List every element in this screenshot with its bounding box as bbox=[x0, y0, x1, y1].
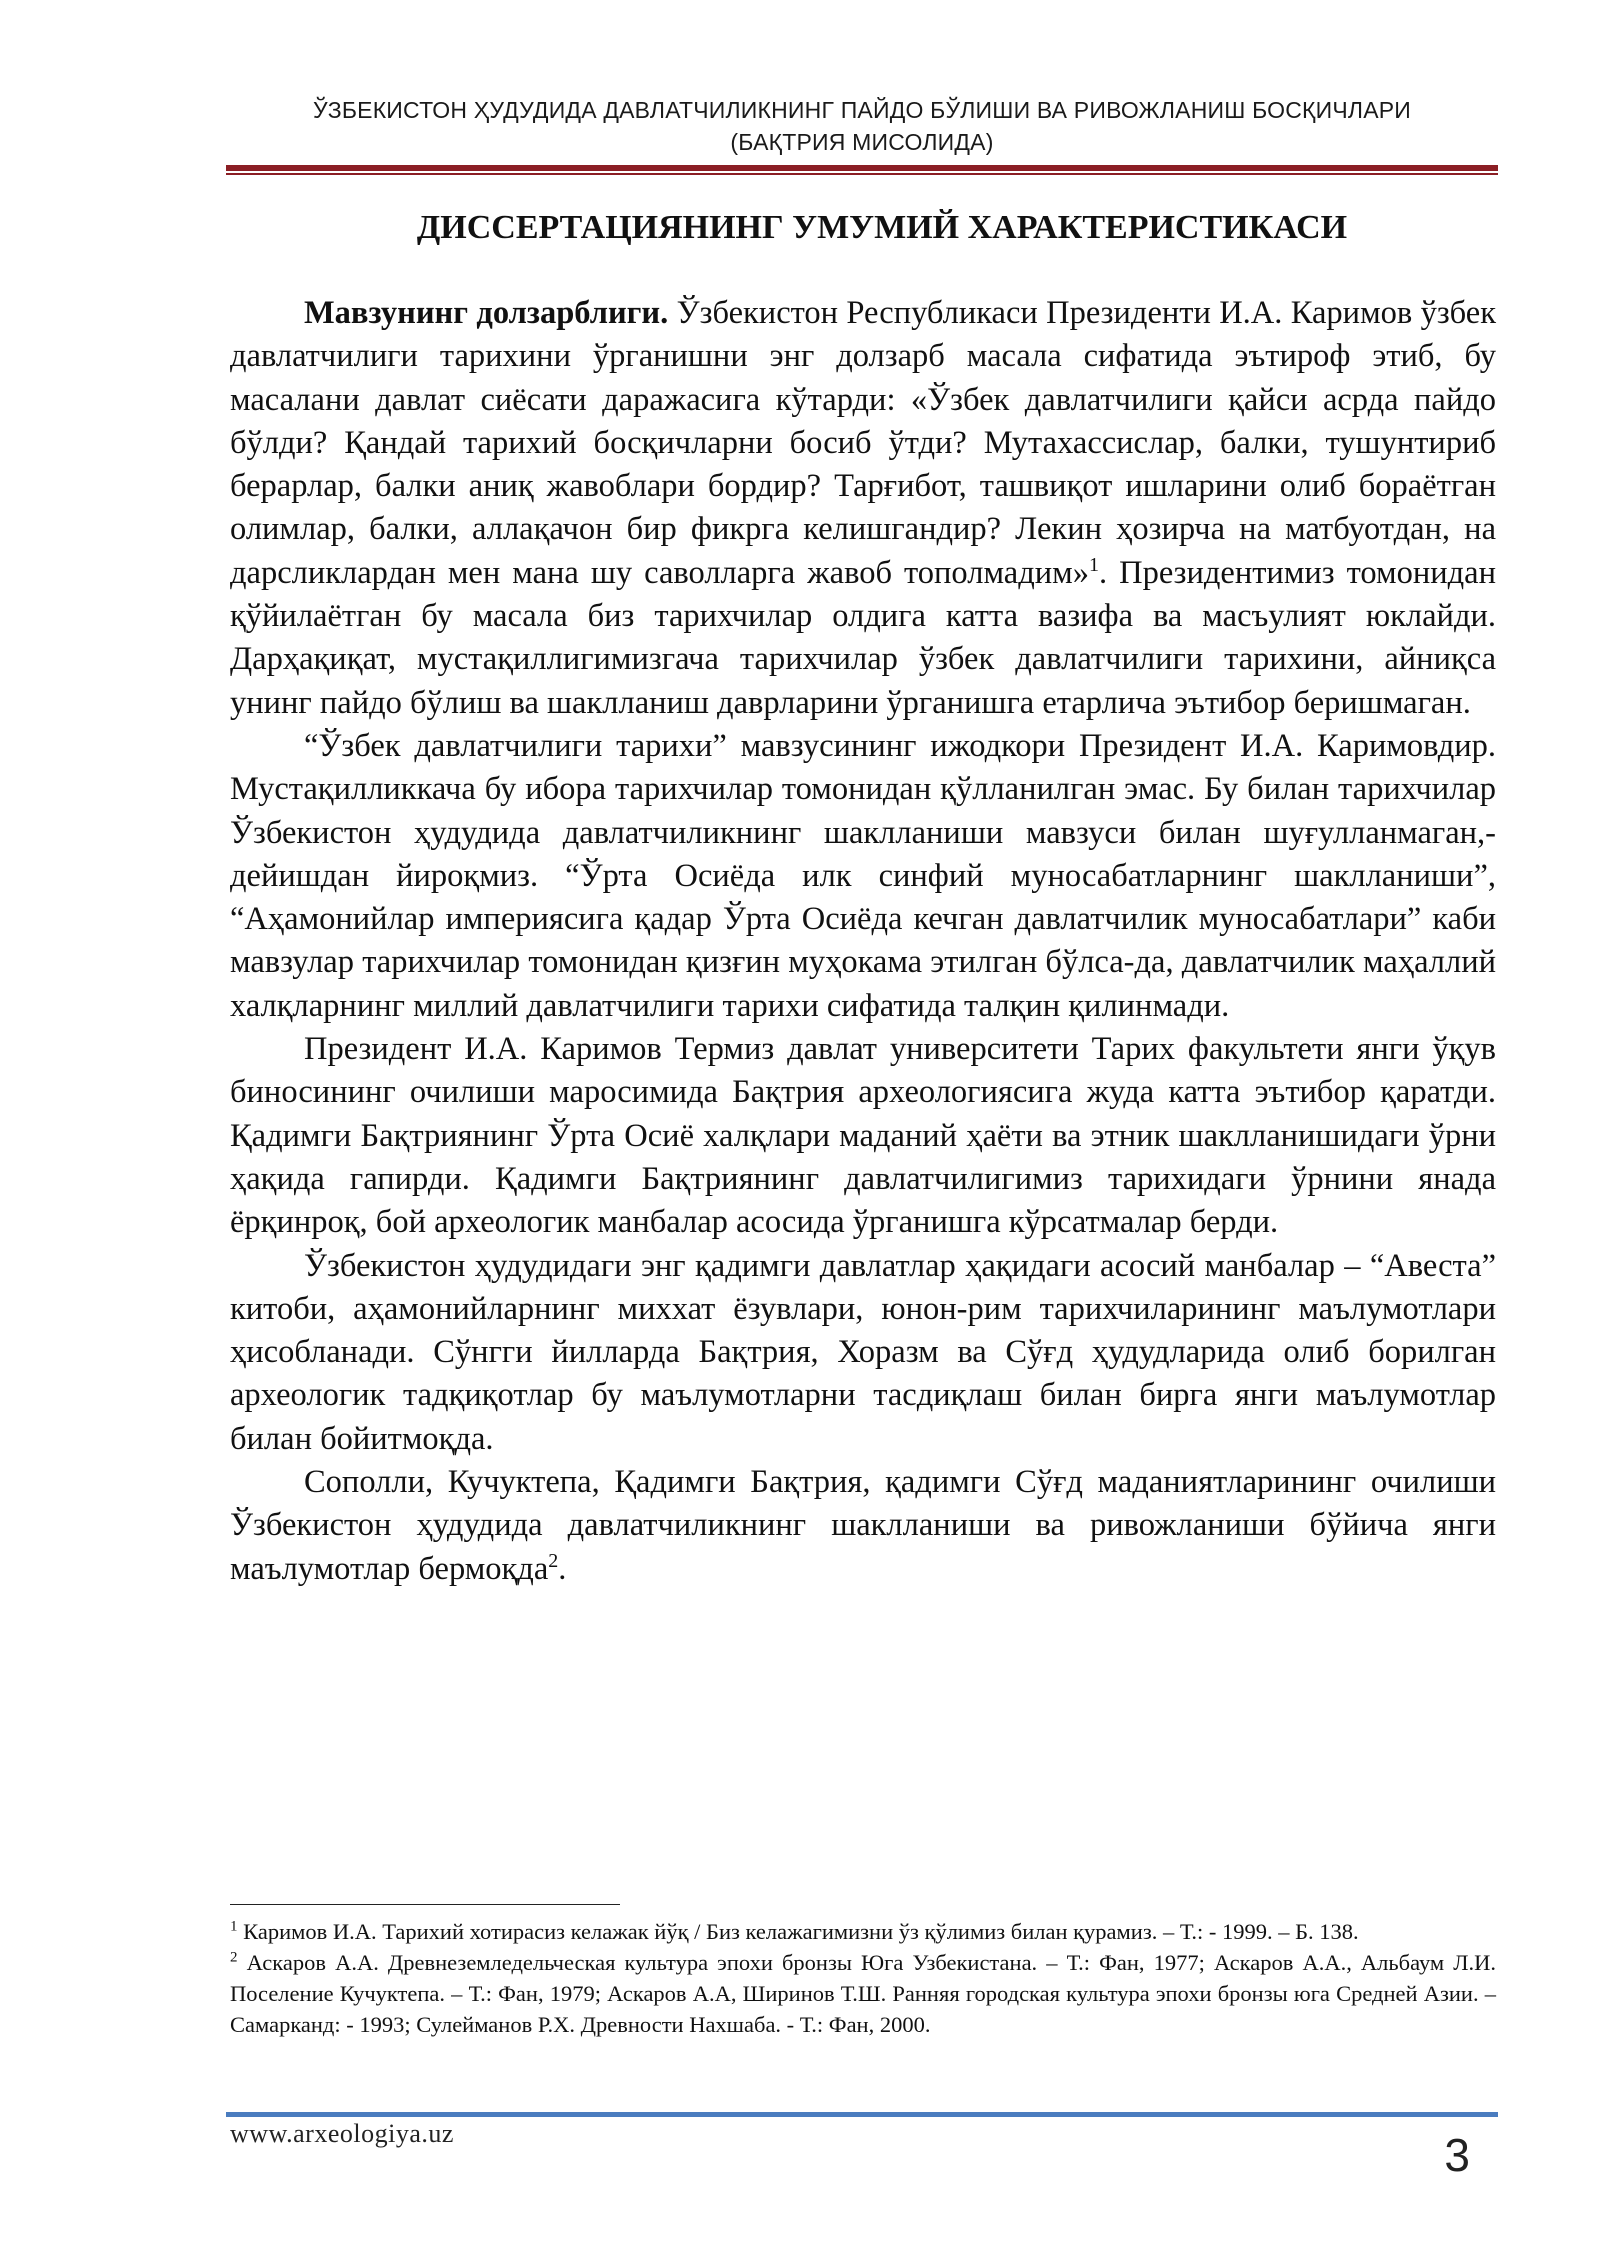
page-number: 3 bbox=[1444, 2129, 1470, 2181]
paragraph-text: Ўзбекистон Республикаси Президенти И.А. Каримов ўзбек давлатчилиги тарихини ўрганишни энг долзарб масала сифатида эътироф этиб, бу масалани давлат сиёсати даражасига кўтарди: «Ўзбек давлатчилиги қайси асрда пайдо бўлди? Қандай тарихий босқичларни босиб ўтди? Мутахассислар, балки, тушунтириб берарлар, балки аниқ жавоблари бордир? Тарғибот, ташвиқот ишларини олиб бораётган олимлар, балки, аллақачон бир фикрга келишгандир? Лекин ҳозирча на матбуотдан, на дарсликлардан мен мана шу саволларга жавоб тополмадим» bbox=[230, 295, 1496, 591]
footnote-number: 1 bbox=[230, 1918, 238, 1935]
footnote-separator bbox=[230, 1904, 620, 1905]
body-text bbox=[230, 292, 1496, 1591]
footnote-ref-2[interactable]: 2 bbox=[548, 1549, 559, 1572]
section-title: ДИССЕРТАЦИЯНИНГ УМУМИЙ ХАРАКТЕРИСТИКАСИ bbox=[416, 209, 1348, 246]
footer-website-link[interactable]: www.arxeologiya.uz bbox=[230, 2119, 454, 2148]
paragraph bbox=[230, 1461, 1496, 1591]
running-header-line-1: ЎЗБЕКИСТОН ҲУДУДИДА ДАВЛАТЧИЛИКНИНГ ПАЙДО БЎЛИШИ ВА РИВОЖЛАНИШ БОСҚИЧЛАРИ bbox=[312, 97, 1412, 123]
header-rule-thick bbox=[226, 165, 1498, 171]
paragraph-text: . bbox=[558, 1550, 567, 1587]
paragraph: Президент И.А. Каримов Термиз давлат университети Тарих факультети янги ўқув биносининг очилиши маросимида Бақтрия археологиясига жуда катта эътибор қаратди. Қадимги Бақтриянинг Ўрта Осиё халқлари маданий ҳаёти ва этник шаклланишидаги ўрни ҳақида гапирди. Қадимги Бақтриянинг давлатчилигимиз тарихидаги ўрнини янада ёрқинроқ, бой археологик манбалар асосида ўрганишга кўрсатмалар берди. bbox=[230, 1031, 1496, 1241]
footer-rule bbox=[226, 2112, 1498, 2117]
footnote-text: Аскаров А.А. Древнеземледельческая культура эпохи бронзы Юга Узбекистана. – Т.: Фан, 1977; Аскаров А.А., Альбаум Л.И. Поселение Кучуктепа. – Т.: Фан, 1979; Аскаров А.А, Ширинов Т.Ш. Ранняя городская культура эпохи бронзы юга Средней Азии. – Самарканд: - 1993; Сулейманов Р.Х. Древности Нахшаба. - Т.: Фан, 2000. bbox=[230, 1950, 1496, 2037]
footnote-text: Каримов И.А. Тарихий хотирасиз келажак йўқ / Биз келажагимизни ўз қўлимиз билан қурамиз. – Т.: - 1999. – Б. 138. bbox=[237, 1919, 1359, 1944]
footnote-2 bbox=[230, 1947, 1496, 2040]
paragraph: Ўзбекистон ҳудудидаги энг қадимги давлатлар ҳақидаги асосий манбалар – “Авеста” китоби, аҳамонийларнинг миххат ёзувлари, юнон-рим тарихчиларининг маълумотлари ҳисобланади. Сўнгги йилларда Бақтрия, Хоразм ва Сўғд ҳудудларида олиб борилган археологик тадқиқотлар бу маълумотларни тасдиқлаш билан бирга янги маълумотлар билан бойитмоқда. bbox=[230, 1247, 1496, 1457]
paragraph-text: Сополли, Кучуктепа, Қадимги Бақтрия, қадимги Сўғд маданиятларининг очилиши Ўзбекистон ҳудудида давлатчиликнинг шаклланиши ва ривожланиши бўйича янги маълумотлар бермоқда bbox=[230, 1464, 1496, 1587]
paragraph-lead: Мавзунинг долзарблиги. bbox=[304, 295, 669, 331]
running-header bbox=[228, 94, 1496, 158]
running-header-line-2: (БАҚТРИЯ МИСОЛИДА) bbox=[730, 129, 994, 155]
footnote-1 bbox=[230, 1916, 1496, 1947]
footnote-number: 2 bbox=[230, 1949, 238, 1966]
paragraph-text: . Президентимиз томонидан қўйилаётган бу масала биз тарихчилар олдига катта вазифа ва масъулият юклайди. Дарҳақиқат, мустақиллигимизгача тарихчилар ўзбек давлатчилиги тарихини, айниқса унинг пайдо бўлиш ва шаклланиш даврларини ўрганишга етарлича эътибор беришмаган. bbox=[230, 554, 1496, 721]
header-rule-thin bbox=[226, 173, 1498, 175]
footnote-ref-1[interactable]: 1 bbox=[1088, 553, 1099, 576]
paragraph-relevance bbox=[230, 292, 1496, 725]
footnotes bbox=[230, 1916, 1496, 2040]
paragraph: “Ўзбек давлатчилиги тарихи” мавзусининг ижодкори Президент И.А. Каримовдир. Мустақилликкача бу ибора тарихчилар томонидан қўлланилган эмас. Бу билан тарихчилар Ўзбекистон ҳудудида давлатчиликнинг шаклланиши мавзуси билан шуғулланмаган,- дейишдан йироқмиз. “Ўрта Осиёда илк синфий муносабатларнинг шаклланиши”, “Аҳамонийлар империясига қадар Ўрта Осиёда кечган давлатчилик муносабатлари” каби мавзулар тарихчилар томонидан қизғин муҳокама этилган бўлса-да, давлатчилик маҳаллий халқларнинг миллий давлатчилиги тарихи сифатида талқин қилинмади. bbox=[230, 727, 1496, 1024]
